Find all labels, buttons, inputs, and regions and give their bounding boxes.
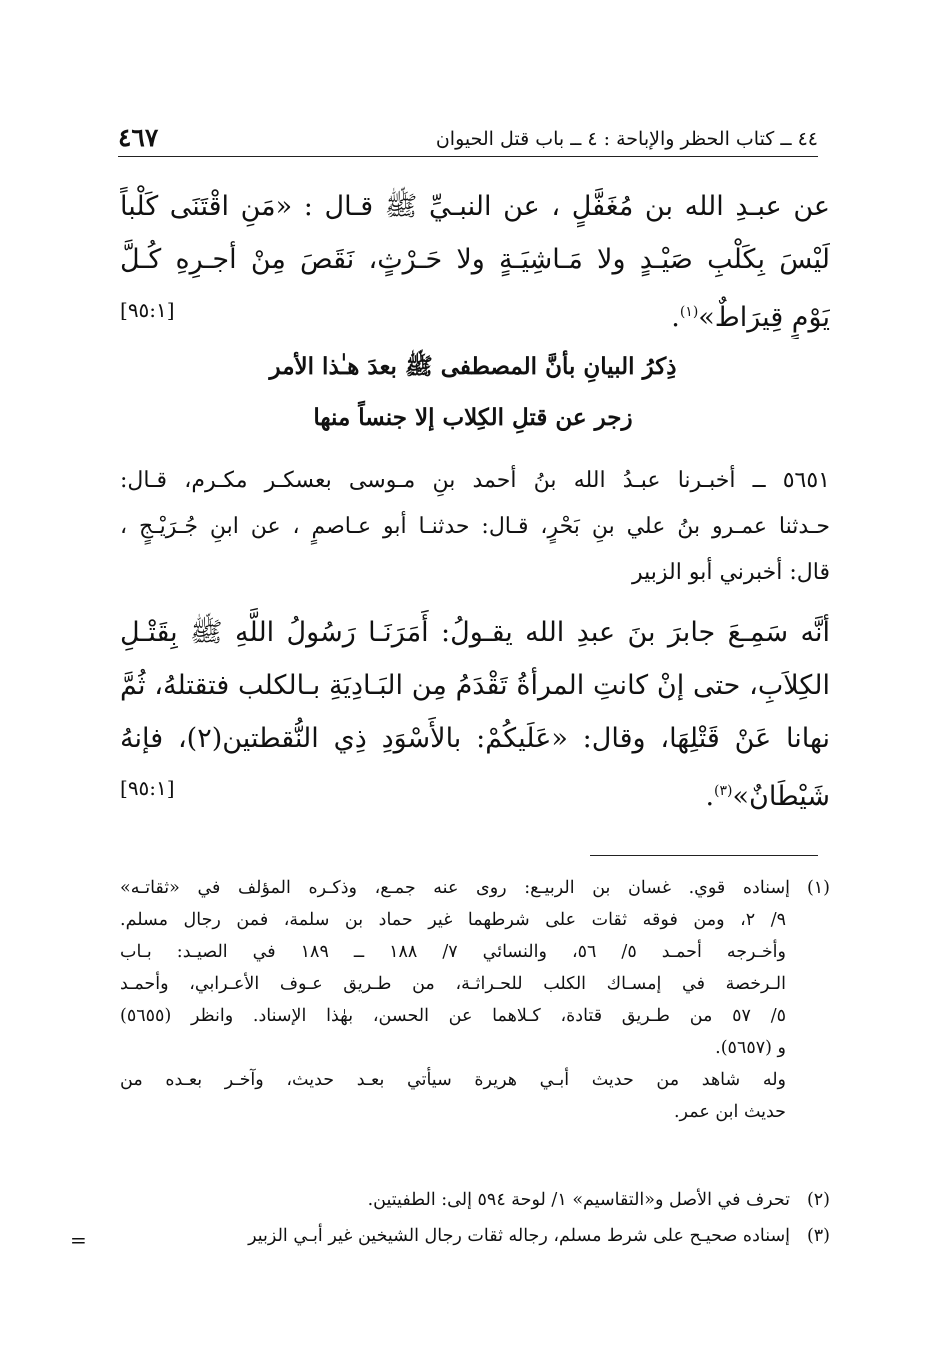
section-heading-line-1: ذِكرُ البيانِ بأنَّ المصطفى ﷺ بعدَ هـٰذا الأمر: [269, 353, 677, 380]
footnote-text: إسناده صحيـح على شرط مسلم، رجاله ثقات رجال الشيخين غير أبـي الزبير: [248, 1226, 790, 1246]
footnote-1: [120, 872, 830, 1128]
footnote-line: وله شاهد من حديث أبـي هريرة سيأتي بعـد حديث، وآخـر بعـده من: [120, 1070, 786, 1090]
hadith-text-1: [120, 180, 830, 339]
footnote-line: الـرخصة في إمسـاك الكلب للحـراثـة، من طـريق عـوف الأعـرابي، وأحمـد: [120, 974, 786, 994]
footnote-line: [120, 1184, 830, 1216]
hadith-text-2: [120, 606, 830, 818]
footnote-marker: (٣): [714, 783, 733, 799]
running-title: ٤٤ ــ كتاب الحظر والإباحة : ٤ ــ باب قتل الحيوان: [435, 128, 818, 150]
footnote-2: [120, 1184, 830, 1216]
footnote-text: تحرف في الأصل و«التقاسيم» ١/ لوحة ٥٩٤ إلى: الطفيتين.: [367, 1190, 790, 1210]
text-line: ٥٦٥١ ــ أخبـرنا عبـدُ الله بنُ أحمد بنِ مـوسى بعسكـر مكـرم، قـال:: [120, 468, 830, 493]
text-line: الكِلاَبِ، حتى إنْ كانتِ المرأةُ تَقْدَمُ مِن البَـادِيَةِ بـالكلب فتقتلهُ، ثُمَّ: [120, 670, 830, 701]
source-reference: [٩٥:١]: [120, 298, 175, 322]
section-heading-line-2: زجر عن قتلِ الكِلاب إلا جنساً منها: [313, 404, 633, 431]
isnad-chain: [120, 458, 830, 596]
text-line: عن عبـدِ الله بن مُغَفَّلٍ ، عن النبـيِّ ﷺ قـال : «مَنِ اقْتَنَى كَلْباً: [120, 191, 830, 222]
text-line: أنَّه سَمِـعَ جابرَ بنَ عبدِ الله يقـولُ: أَمَرَنَـا رَسُولُ اللَّهِ ﷺ بِقَتْـلِ: [120, 617, 830, 648]
continuation-mark: =: [70, 1228, 87, 1252]
text-line: قال: أخبرني أبو الزبير: [632, 560, 830, 585]
text-line: حـدثنا عمـرو بنُ علي بنِ بَحْرٍ، قـال: حدثنـا أبو عـاصمٍ ، عن ابنِ جُـرَيْـجٍ ،: [120, 514, 830, 539]
text-line: [120, 765, 830, 818]
text-line-content: شَيْطَانٌ»: [732, 781, 830, 812]
footnote-number: (٣): [806, 1226, 830, 1246]
source-reference: [٩٥:١]: [120, 776, 175, 800]
text-line: لَيْسَ بِكَلْبِ صَيْـدٍ ولا مَـاشِيَـةٍ ولا حَـرْثٍ، نَقَصَ مِنْ أجـرِهِ كُـلَّ: [120, 244, 830, 275]
end-punctuation: .: [671, 302, 680, 333]
footnote-line: ٩/ ٢، ومن فوقه ثقات على شرطهما غير حماد بن سلمة، فمن رجال مسلم.: [120, 910, 786, 930]
text-line: [120, 286, 830, 339]
footnote-text: إسناده قوي. غسان بن الربيـع: روى عنه جمـع، وذكـره المؤلف في «ثقاتـه»: [120, 878, 790, 898]
footnote-line: ٥/ ٥٧ من طـريق قتادة، كـلاهما عن الحسن، بهٰذا الإسناد. وانظر (٥٦٥٥): [120, 1006, 786, 1026]
footnote-separator: [590, 855, 818, 856]
footnote-marker: (١): [679, 304, 699, 320]
footnote-line: حديث ابن عمر.: [673, 1102, 786, 1122]
footnote-line: و (٥٦٥٧).: [715, 1038, 786, 1058]
footnote-line: [120, 872, 830, 904]
footnote-number: (٢): [806, 1190, 830, 1210]
end-punctuation: .: [705, 781, 715, 812]
text-line: نهانا عَنْ قَتْلِهَا، وقال: «عَلَيكُمْ: بالأَسْوَدِ ذِي النُّقطتين(٢)، فإنهُ: [120, 723, 830, 754]
footnote-line: [120, 1220, 830, 1252]
footnote-3: [120, 1220, 830, 1252]
text-line-content: يَوْمٍ قِيرَاطٌ»: [698, 302, 830, 333]
footnote-number: (١): [806, 878, 830, 898]
footnote-line: وأخـرجه أحمـد ٥/ ٥٦، والنسائي ٧/ ١٨٨ ــ ١٨٩ في الصيـد: بـاب: [120, 942, 786, 962]
page-header: [118, 118, 818, 157]
page-number: ٤٦٧: [118, 123, 159, 152]
